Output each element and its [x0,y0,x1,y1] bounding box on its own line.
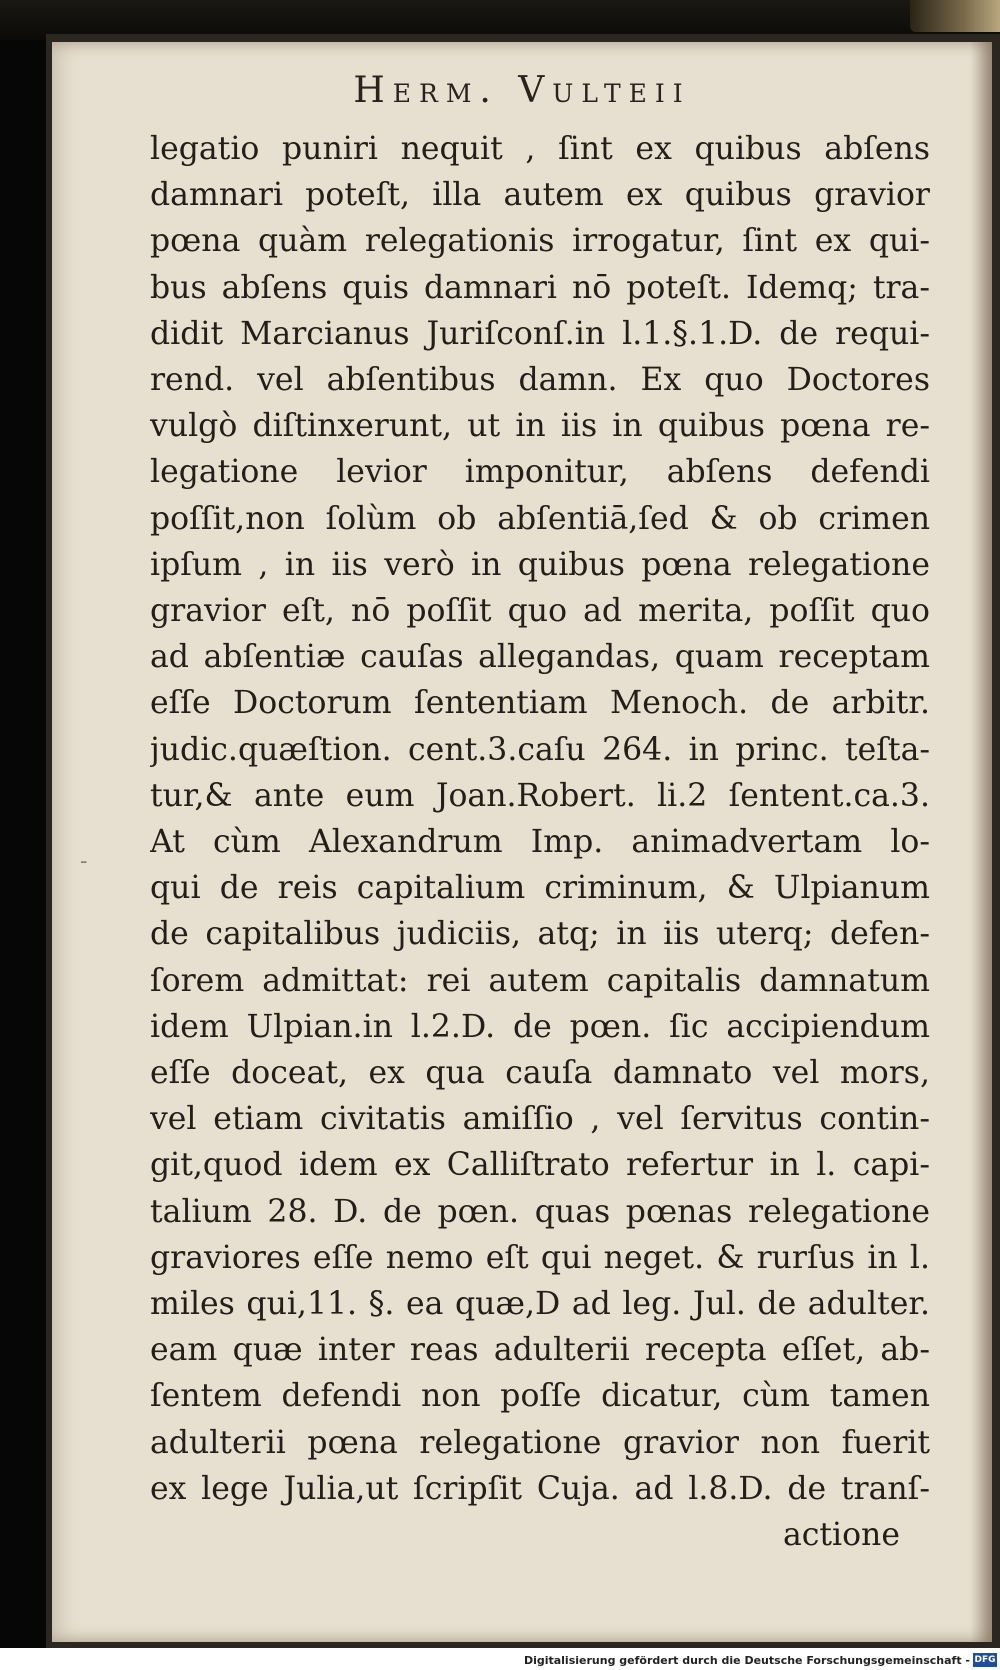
text-line: At cùm Alexandrum Imp. animadvertam lo- [150,824,930,861]
text-line: git,quod idem ex Calliſtrato refertur in l. capi- [150,1147,930,1184]
catchword: actione [782,1517,900,1554]
text-line: rend. vel abſentibus damn. Ex quo Doctores [150,362,930,399]
text-line: eam quæ inter reas adulterii recepta eſſet, ab- [150,1332,930,1369]
running-head: Herm. Vulteii [353,70,691,111]
text-line: qui de reis capitalium criminum, & Ulpianum [150,870,930,907]
text-line: bus abſens quis damnari nō poteſt. Idemq; tra- [150,269,930,306]
text-line: graviores eſſe nemo eſt qui neget. & rurſus in l. [150,1239,930,1276]
text-line: ipſum , in iis verò in quibus pœna relegatione [150,546,930,583]
text-line: ex lege Julia,ut ſcripſit Cuja. ad l.8.D. de tranſ- [150,1470,930,1507]
text-line: adulterii pœna relegatione gravior non fuerit [150,1424,930,1461]
text-line: eſſe doceat, ex qua cauſa damnato vel mors, [150,1055,930,1092]
text-line: talium 28. D. de pœn. quas pœnas relegatione [150,1193,930,1230]
text-line: judic.quæſtion. cent.3.caſu 264. in princ. teſta- [150,731,930,768]
text-line: vel etiam civitatis amiſſio , vel ſervitus contin- [150,1101,930,1138]
text-line: gravior eſt, nō poſſit quo ad merita, poſſit quo [150,593,930,630]
text-line: legatio puniri nequit , ſint ex quibus abſens [150,131,930,167]
text-line: pœna quàm relegationis irrogatur, ſint ex qui- [150,223,930,260]
text-line: ſentem defendi non poſſe dicatur, cùm tamen [150,1378,930,1415]
text-line: damnari poteſt, illa autem ex quibus gravior [150,177,930,214]
text-line: eſſe Doctorum ſententiam Menoch. de arbitr. [150,685,930,722]
text-line: ſorem admittat: rei autem capitalis damnatum [150,962,930,999]
book-page [52,42,992,1642]
text-line: ad abſentiæ cauſas allegandas, quam receptam [150,639,930,676]
text-line: idem Ulpian.in l.2.D. de pœn. ſic accipiendum [150,1008,930,1045]
footer-credit: Digitalisierung gefördert durch die Deutsche Forschungsgemeinschaft - [523,1654,970,1667]
book-corner [910,0,1000,32]
page-body-text [150,126,930,1558]
footer-bar [0,1648,1000,1670]
text-line: poſſit,non ſolùm ob abſentiā,ſed & ob crimen [150,500,930,537]
text-line: legatione levior imponitur, abſens defendi [150,454,930,491]
margin-mark: - [80,849,88,874]
text-line: miles qui,11. §. ea quæ,D ad leg. Jul. de adulter. [150,1286,930,1323]
text-line: vulgò diſtinxerunt, ut in iis in quibus pœna re- [150,408,930,445]
dfg-logo: DFG [974,1655,996,1665]
text-line: didit Marcianus Juriſconſ.in l.1.§.1.D. de requi- [150,315,930,352]
text-line: tur,& ante eum Joan.Robert. li.2 ſentent.ca.3. [150,777,930,814]
text-line: de capitalibus judiciis, atq; in iis uterq; defen- [150,916,930,953]
